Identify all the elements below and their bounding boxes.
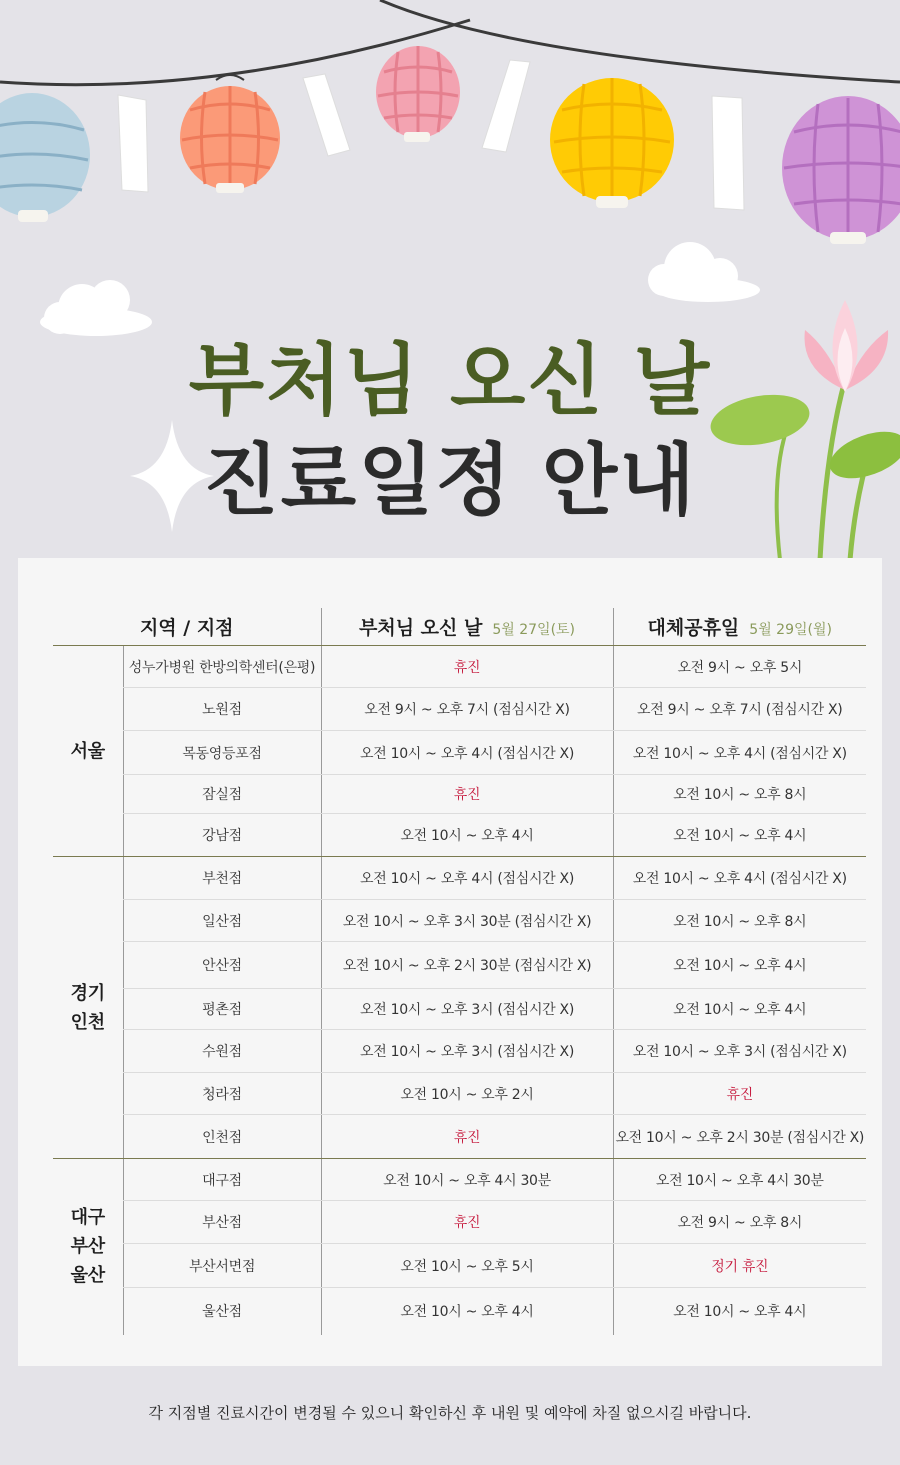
table-row bbox=[53, 731, 866, 775]
branch-cell: 수원점 bbox=[123, 1030, 321, 1073]
header-day1 bbox=[321, 608, 613, 646]
table-row bbox=[53, 989, 866, 1030]
lantern-yellow-icon bbox=[550, 78, 674, 208]
table-row bbox=[53, 942, 866, 989]
table-row bbox=[53, 900, 866, 942]
day1-hours-cell: 오전 10시 ~ 오후 4시 (점심시간 X) bbox=[321, 857, 613, 900]
day1-closed-cell: 휴진 bbox=[321, 1201, 613, 1244]
table-row bbox=[53, 688, 866, 731]
day1-hours-cell: 오전 10시 ~ 오후 2시 bbox=[321, 1073, 613, 1115]
branch-cell: 일산점 bbox=[123, 900, 321, 942]
branch-cell: 울산점 bbox=[123, 1288, 321, 1335]
day2-closed-cell: 정기 휴진 bbox=[613, 1244, 866, 1288]
day2-hours-cell: 오전 9시 ~ 오후 5시 bbox=[613, 646, 866, 688]
day2-hours-cell: 오전 10시 ~ 오후 3시 (점심시간 X) bbox=[613, 1030, 866, 1073]
day1-closed-cell: 휴진 bbox=[321, 775, 613, 814]
lantern-blue-icon bbox=[0, 93, 90, 222]
table-row bbox=[53, 1115, 866, 1159]
lantern-pink-icon bbox=[376, 46, 460, 142]
day1-hours-cell: 오전 10시 ~ 오후 3시 (점심시간 X) bbox=[321, 989, 613, 1030]
day1-hours-cell: 오전 9시 ~ 오후 7시 (점심시간 X) bbox=[321, 688, 613, 731]
region-cell: 서울 bbox=[53, 646, 123, 857]
day2-hours-cell: 오전 10시 ~ 오후 2시 30분 (점심시간 X) bbox=[613, 1115, 866, 1159]
header-day1-label: 부처님 오신 날 bbox=[358, 617, 483, 639]
header-day1-date: 5월 27일(토) bbox=[492, 622, 576, 638]
day1-closed-cell: 휴진 bbox=[321, 1115, 613, 1159]
table-row bbox=[53, 646, 866, 688]
day2-hours-cell: 오전 9시 ~ 오후 7시 (점심시간 X) bbox=[613, 688, 866, 731]
branch-cell: 잠실점 bbox=[123, 775, 321, 814]
title-line-2: 진료일정 안내 bbox=[203, 436, 697, 526]
notice-text: 각 지점별 진료시간이 변경될 수 있으니 확인하신 후 내원 및 예약에 차질 없으시길 바랍니다. bbox=[148, 1404, 752, 1422]
branch-cell: 안산점 bbox=[123, 942, 321, 989]
branch-cell: 인천점 bbox=[123, 1115, 321, 1159]
branch-cell: 성누가병원 한방의학센터(은평) bbox=[123, 646, 321, 688]
branch-cell: 대구점 bbox=[123, 1159, 321, 1201]
table-row bbox=[53, 1030, 866, 1073]
branch-cell: 부천점 bbox=[123, 857, 321, 900]
schedule-table bbox=[53, 608, 866, 1335]
day2-closed-cell: 휴진 bbox=[613, 1073, 866, 1115]
branch-cell: 부산점 bbox=[123, 1201, 321, 1244]
day2-hours-cell: 오전 10시 ~ 오후 4시 (점심시간 X) bbox=[613, 731, 866, 775]
day1-closed-cell: 휴진 bbox=[321, 646, 613, 688]
day1-hours-cell: 오전 10시 ~ 오후 3시 30분 (점심시간 X) bbox=[321, 900, 613, 942]
table-body bbox=[53, 646, 866, 1335]
header-region-branch: 지역 / 지점 bbox=[53, 608, 321, 646]
day1-hours-cell: 오전 10시 ~ 오후 4시 bbox=[321, 1288, 613, 1335]
branch-cell: 부산서면점 bbox=[123, 1244, 321, 1288]
table-row bbox=[53, 775, 866, 814]
table-row bbox=[53, 1288, 866, 1335]
branch-cell: 청라점 bbox=[123, 1073, 321, 1115]
header-day2 bbox=[613, 608, 866, 646]
day1-hours-cell: 오전 10시 ~ 오후 4시 30분 bbox=[321, 1159, 613, 1201]
table-row bbox=[53, 1073, 866, 1115]
table-row bbox=[53, 857, 866, 900]
region-cell: 대구 부산 울산 bbox=[70, 1207, 105, 1287]
day2-hours-cell: 오전 10시 ~ 오후 4시 bbox=[613, 989, 866, 1030]
header-day2-label: 대체공휴일 bbox=[647, 617, 740, 639]
lantern-purple-icon bbox=[782, 96, 900, 244]
table-row bbox=[53, 1159, 866, 1201]
day2-hours-cell: 오전 9시 ~ 오후 8시 bbox=[613, 1201, 866, 1244]
day2-hours-cell: 오전 10시 ~ 오후 4시 bbox=[613, 942, 866, 989]
day1-hours-cell: 오전 10시 ~ 오후 4시 (점심시간 X) bbox=[321, 731, 613, 775]
branch-cell: 목동영등포점 bbox=[123, 731, 321, 775]
region-cell: 경기 인천 bbox=[53, 857, 123, 1159]
day1-hours-cell: 오전 10시 ~ 오후 4시 bbox=[321, 814, 613, 857]
header-day2-date: 5월 29일(월) bbox=[749, 622, 832, 638]
table-row bbox=[53, 1201, 866, 1244]
table-row bbox=[53, 1244, 866, 1288]
day2-hours-cell: 오전 10시 ~ 오후 4시 bbox=[613, 814, 866, 857]
day1-hours-cell: 오전 10시 ~ 오후 2시 30분 (점심시간 X) bbox=[321, 942, 613, 989]
day2-hours-cell: 오전 10시 ~ 오후 4시 (점심시간 X) bbox=[613, 857, 866, 900]
branch-cell: 노원점 bbox=[123, 688, 321, 731]
day1-hours-cell: 오전 10시 ~ 오후 3시 (점심시간 X) bbox=[321, 1030, 613, 1073]
lantern-orange-icon bbox=[180, 75, 280, 193]
branch-cell: 강남점 bbox=[123, 814, 321, 857]
table-row bbox=[53, 814, 866, 857]
title-line-1: 부처님 오신 날 bbox=[188, 336, 712, 426]
day2-hours-cell: 오전 10시 ~ 오후 4시 30분 bbox=[613, 1159, 866, 1201]
hero-banner bbox=[0, 0, 900, 560]
day2-hours-cell: 오전 10시 ~ 오후 4시 bbox=[613, 1288, 866, 1335]
day2-hours-cell: 오전 10시 ~ 오후 8시 bbox=[613, 775, 866, 814]
table-header-row bbox=[53, 608, 866, 646]
schedule-panel bbox=[18, 558, 882, 1366]
day2-hours-cell: 오전 10시 ~ 오후 8시 bbox=[613, 900, 866, 942]
day1-hours-cell: 오전 10시 ~ 오후 5시 bbox=[321, 1244, 613, 1288]
branch-cell: 평촌점 bbox=[123, 989, 321, 1030]
